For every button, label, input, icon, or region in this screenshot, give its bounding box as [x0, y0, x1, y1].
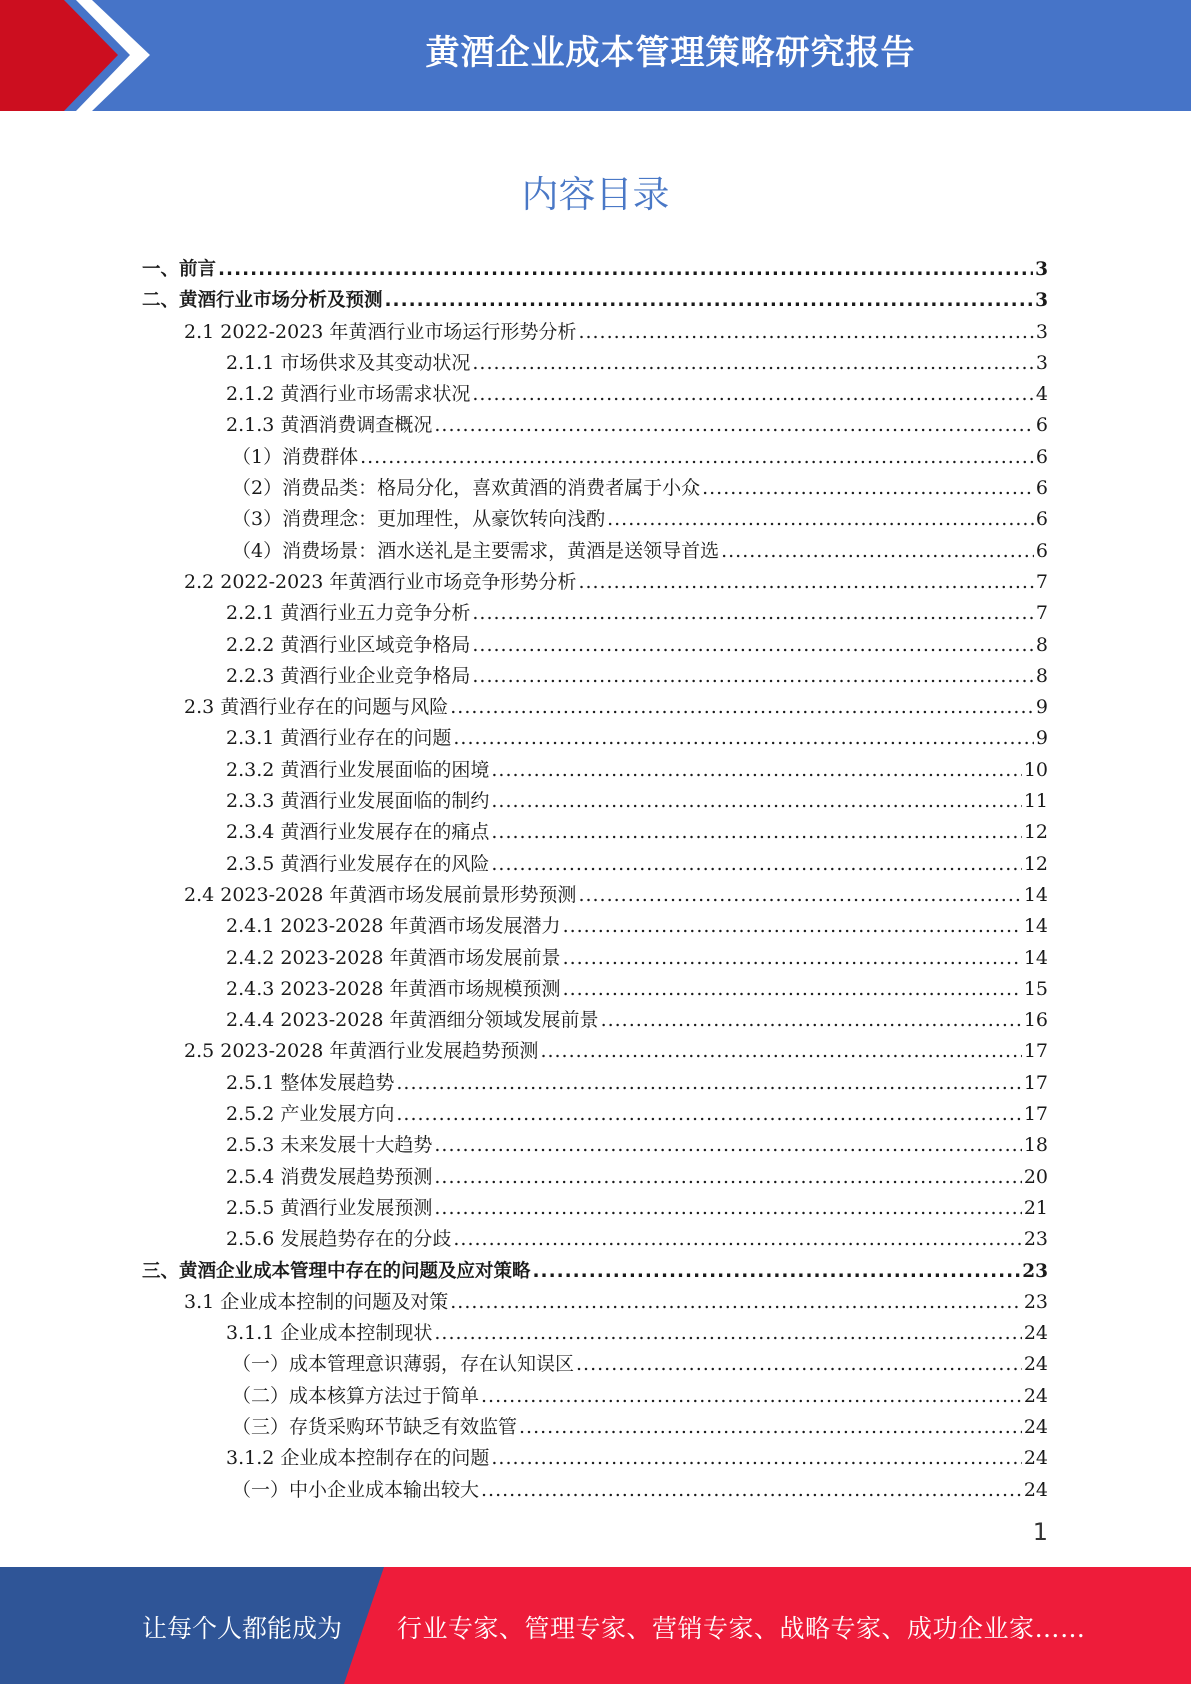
toc-entry[interactable]: [142, 1005, 1048, 1036]
toc-entry[interactable]: [142, 723, 1048, 754]
toc-entry-page: 6: [1035, 414, 1048, 437]
toc-entry-page: 8: [1035, 633, 1048, 656]
toc-entry-label: 2.5.5 黄酒行业发展预测: [226, 1196, 433, 1219]
toc-entry-page: 4: [1035, 383, 1048, 406]
toc-entry-page: 12: [1023, 852, 1048, 875]
dot-leader: [533, 1256, 1021, 1287]
toc-entry[interactable]: [142, 473, 1048, 504]
toc-entry[interactable]: [142, 1224, 1048, 1255]
toc-entry-page: 16: [1023, 1009, 1048, 1032]
dot-leader: [702, 473, 1034, 504]
toc-entry-page: 6: [1035, 508, 1048, 531]
toc-entry[interactable]: [142, 817, 1048, 848]
toc-entry-label: 3.1.1 企业成本控制现状: [226, 1322, 433, 1345]
toc-entry-page: 23: [1023, 1290, 1048, 1313]
footer-slogan-left: 让每个人都能成为: [142, 1614, 343, 1643]
dot-leader: [360, 442, 1034, 473]
dot-leader: [491, 1443, 1021, 1474]
dot-leader: [434, 1130, 1021, 1161]
toc-entry[interactable]: [142, 1475, 1048, 1506]
toc-entry[interactable]: [142, 254, 1048, 285]
toc-entry-label: 2.3.5 黄酒行业发展存在的风险: [226, 852, 490, 875]
dot-leader: [578, 880, 1021, 911]
dot-leader: [607, 504, 1034, 535]
toc-entry[interactable]: [142, 1099, 1048, 1130]
toc-entry-label: 2.3.4 黄酒行业发展存在的痛点: [226, 821, 490, 844]
toc-entry-label: 2.2.2 黄酒行业区域竞争格局: [226, 633, 471, 656]
dot-leader: [491, 849, 1021, 880]
dot-leader: [491, 786, 1021, 817]
dot-leader: [563, 911, 1022, 942]
toc-entry[interactable]: [142, 598, 1048, 629]
dot-leader: [472, 661, 1034, 692]
toc-entry[interactable]: [142, 1068, 1048, 1099]
toc-entry[interactable]: [142, 1036, 1048, 1067]
toc-entry-label: 2.3.1 黄酒行业存在的问题: [226, 727, 452, 750]
toc-entry[interactable]: [142, 786, 1048, 817]
toc-entry-label: 2.3 黄酒行业存在的问题与风险: [184, 696, 449, 719]
dot-leader: [578, 567, 1033, 598]
toc-entry-page: 6: [1035, 445, 1048, 468]
dot-leader: [472, 379, 1034, 410]
dot-leader: [491, 817, 1021, 848]
toc-entry-label: 2.1.2 黄酒行业市场需求状况: [226, 383, 471, 406]
toc-entry-label: （4）消费场景：酒水送礼是主要需求，黄酒是送领导首选: [232, 539, 720, 562]
dot-leader: [450, 1287, 1022, 1318]
red-chevron-icon: [0, 0, 160, 111]
toc-entry[interactable]: [142, 1256, 1048, 1287]
dot-leader: [434, 1193, 1021, 1224]
toc-entry[interactable]: [142, 442, 1048, 473]
toc-entry-page: 23: [1023, 1228, 1048, 1251]
toc-entry-label: （二）成本核算方法过于简单: [232, 1384, 480, 1407]
toc-entry-label: 2.5 2023-2028 年黄酒行业发展趋势预测: [184, 1040, 539, 1063]
dot-leader: [396, 1099, 1021, 1130]
dot-leader: [563, 943, 1022, 974]
toc-entry-page: 18: [1023, 1134, 1048, 1157]
toc-entry-label: 一、前言: [142, 259, 217, 280]
toc-entry-label: （一）中小企业成本输出较大: [232, 1478, 480, 1501]
dot-leader: [491, 755, 1021, 786]
toc-entry[interactable]: [142, 317, 1048, 348]
toc-entry-page: 3: [1035, 259, 1048, 280]
toc-entry-label: （三）存货采购环节缺乏有效监管: [232, 1415, 518, 1438]
toc-entry[interactable]: [142, 1443, 1048, 1474]
dot-leader: [218, 254, 1033, 285]
dot-leader: [453, 723, 1034, 754]
dot-leader: [434, 1318, 1021, 1349]
dot-leader: [563, 974, 1022, 1005]
toc-entry-page: 10: [1023, 758, 1048, 781]
dot-leader: [472, 630, 1034, 661]
toc-entry-page: 12: [1023, 821, 1048, 844]
toc-entry-page: 7: [1035, 570, 1048, 593]
toc-entry-label: （2）消费品类：格局分化，喜欢黄酒的消费者属于小众: [232, 477, 701, 500]
toc-entry-page: 3: [1035, 351, 1048, 374]
header-banner: [0, 0, 1191, 111]
toc-entry-page: 14: [1023, 883, 1048, 906]
toc-entry[interactable]: [142, 880, 1048, 911]
dot-leader: [721, 536, 1034, 567]
dot-leader: [472, 348, 1034, 379]
toc-entry-page: 6: [1035, 539, 1048, 562]
toc-entry-page: 24: [1023, 1353, 1048, 1376]
toc-entry-label: 2.1 2022-2023 年黄酒行业市场运行形势分析: [184, 320, 577, 343]
table-of-contents: [142, 254, 1048, 1506]
toc-entry-label: 2.5.3 未来发展十大趋势: [226, 1134, 433, 1157]
toc-entry-label: 2.1.1 市场供求及其变动状况: [226, 351, 471, 374]
dot-leader: [578, 317, 1033, 348]
footer-slogan-right: 行业专家、管理专家、营销专家、战略专家、成功企业家……: [397, 1614, 1086, 1643]
dot-leader: [434, 1162, 1021, 1193]
toc-entry-page: 24: [1023, 1384, 1048, 1407]
toc-entry-page: 9: [1035, 696, 1048, 719]
toc-entry-label: （一）成本管理意识薄弱，存在认知误区: [232, 1353, 575, 1376]
toc-entry[interactable]: [142, 755, 1048, 786]
dot-leader: [540, 1036, 1021, 1067]
toc-entry[interactable]: [142, 348, 1048, 379]
toc-entry-label: 2.2 2022-2023 年黄酒行业市场竞争形势分析: [184, 570, 577, 593]
toc-entry[interactable]: [142, 911, 1048, 942]
toc-heading: 内容目录: [521, 173, 670, 216]
toc-entry[interactable]: [142, 504, 1048, 535]
toc-entry-page: 17: [1023, 1103, 1048, 1126]
toc-entry[interactable]: [142, 974, 1048, 1005]
dot-leader: [472, 598, 1034, 629]
toc-entry[interactable]: [142, 536, 1048, 567]
toc-entry-page: 24: [1023, 1322, 1048, 1345]
dot-leader: [519, 1412, 1022, 1443]
toc-entry[interactable]: [142, 379, 1048, 410]
toc-entry-page: 17: [1023, 1040, 1048, 1063]
toc-entry[interactable]: [142, 849, 1048, 880]
footer-banner: [0, 1567, 1191, 1684]
dot-leader: [481, 1475, 1022, 1506]
toc-entry-page: 17: [1023, 1071, 1048, 1094]
toc-entry-label: （1）消费群体: [232, 445, 359, 468]
toc-entry[interactable]: [142, 1130, 1048, 1161]
toc-entry-page: 3: [1035, 290, 1048, 312]
toc-entry[interactable]: [142, 567, 1048, 598]
toc-entry[interactable]: [142, 1162, 1048, 1193]
toc-entry-page: 14: [1023, 946, 1048, 969]
dot-leader: [576, 1349, 1022, 1380]
toc-entry[interactable]: [142, 661, 1048, 692]
toc-entry[interactable]: [142, 410, 1048, 441]
toc-entry-label: 2.4 2023-2028 年黄酒市场发展前景形势预测: [184, 883, 577, 906]
toc-entry-page: 24: [1023, 1478, 1048, 1501]
dot-leader: [453, 1224, 1021, 1255]
toc-entry-page: 14: [1023, 915, 1048, 938]
toc-entry-label: 2.4.2 2023-2028 年黄酒市场发展前景: [226, 946, 561, 969]
toc-entry-label: 2.2.3 黄酒行业企业竞争格局: [226, 664, 471, 687]
toc-entry[interactable]: [142, 285, 1048, 316]
toc-entry-label: 2.4.4 2023-2028 年黄酒细分领域发展前景: [226, 1009, 599, 1032]
toc-entry-page: 6: [1035, 477, 1048, 500]
toc-entry[interactable]: [142, 943, 1048, 974]
dot-leader: [385, 285, 1034, 316]
toc-entry-label: 3.1.2 企业成本控制存在的问题: [226, 1447, 490, 1470]
toc-entry[interactable]: [142, 1349, 1048, 1380]
toc-entry-label: 2.1.3 黄酒消费调查概况: [226, 414, 433, 437]
toc-entry-page: 20: [1023, 1165, 1048, 1188]
toc-entry-label: 2.3.2 黄酒行业发展面临的困境: [226, 758, 490, 781]
toc-entry-page: 7: [1035, 602, 1048, 625]
toc-entry-label: 2.5.2 产业发展方向: [226, 1103, 395, 1126]
toc-entry[interactable]: [142, 1381, 1048, 1412]
dot-leader: [434, 410, 1034, 441]
toc-entry-page: 9: [1035, 727, 1048, 750]
toc-entry-page: 23: [1022, 1260, 1048, 1282]
report-title: 黄酒企业成本管理策略研究报告: [425, 33, 916, 73]
toc-entry[interactable]: [142, 692, 1048, 723]
dot-leader: [601, 1005, 1022, 1036]
dot-leader: [481, 1381, 1022, 1412]
toc-entry[interactable]: [142, 1412, 1048, 1443]
toc-entry-page: 24: [1023, 1447, 1048, 1470]
toc-entry-label: 2.5.6 发展趋势存在的分歧: [226, 1228, 452, 1251]
toc-entry-label: 2.4.1 2023-2028 年黄酒市场发展潜力: [226, 915, 561, 938]
toc-entry-page: 15: [1023, 977, 1048, 1000]
toc-entry-label: 二、黄酒行业市场分析及预测: [142, 290, 383, 312]
toc-entry-label: 2.5.1 整体发展趋势: [226, 1071, 395, 1094]
toc-entry[interactable]: [142, 1193, 1048, 1224]
toc-entry-page: 21: [1023, 1196, 1048, 1219]
toc-entry-label: 三、黄酒企业成本管理中存在的问题及应对策略: [142, 1260, 531, 1282]
toc-entry-page: 11: [1023, 790, 1048, 813]
toc-entry[interactable]: [142, 1318, 1048, 1349]
toc-entry-label: （3）消费理念：更加理性，从豪饮转向浅酌: [232, 508, 606, 531]
dot-leader: [396, 1068, 1021, 1099]
toc-entry-page: 8: [1035, 664, 1048, 687]
toc-entry[interactable]: [142, 1287, 1048, 1318]
toc-entry-page: 24: [1023, 1415, 1048, 1438]
page-number: 1: [1032, 1518, 1048, 1546]
toc-entry-label: 2.3.3 黄酒行业发展面临的制约: [226, 790, 490, 813]
toc-entry-label: 3.1 企业成本控制的问题及对策: [184, 1290, 449, 1313]
toc-entry-label: 2.5.4 消费发展趋势预测: [226, 1165, 433, 1188]
toc-entry-label: 2.4.3 2023-2028 年黄酒市场规模预测: [226, 977, 561, 1000]
toc-entry[interactable]: [142, 630, 1048, 661]
dot-leader: [450, 692, 1034, 723]
toc-entry-page: 3: [1035, 320, 1048, 343]
toc-entry-label: 2.2.1 黄酒行业五力竞争分析: [226, 602, 471, 625]
